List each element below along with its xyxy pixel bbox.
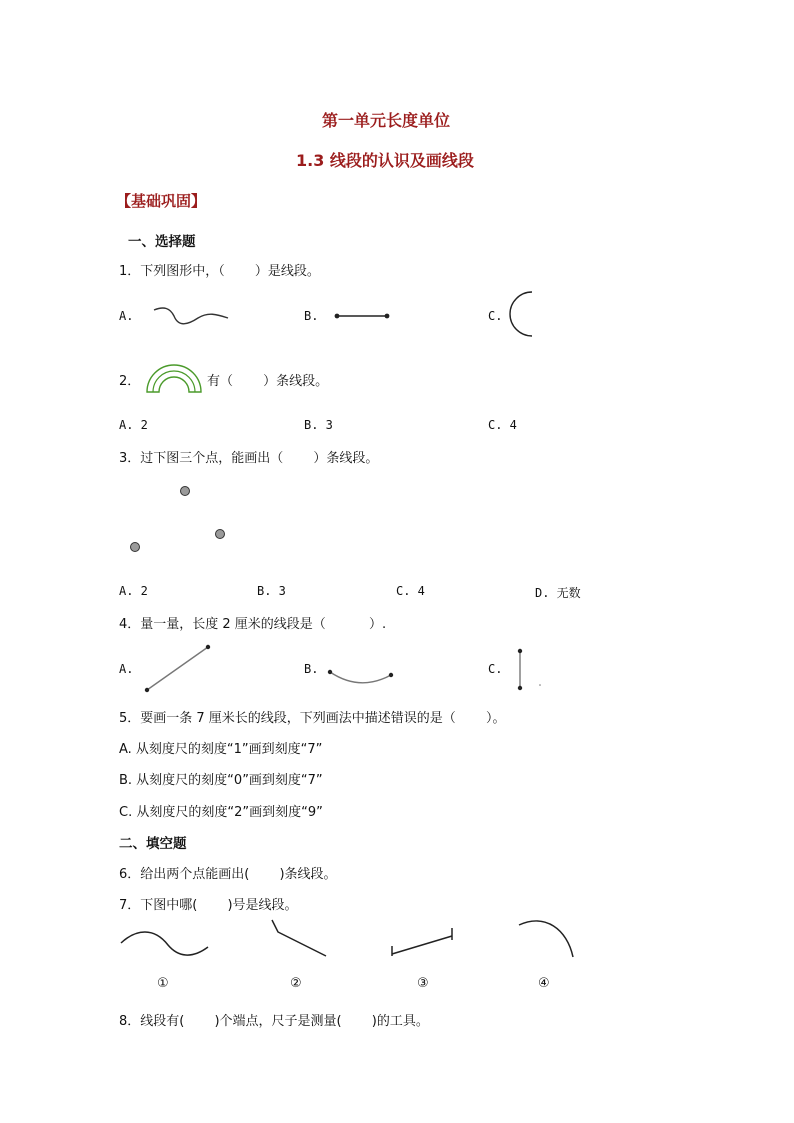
q2-label: 2．: [119, 374, 141, 389]
q1-figure-b-segment: [334, 310, 392, 322]
q7-figure-2-broken-line: [268, 916, 330, 960]
q3-text: 3．过下图三个点，能画出（ ）条线段。: [119, 451, 379, 466]
q3-option-a: A. 2: [119, 584, 148, 598]
q3-option-b: B. 3: [257, 584, 286, 598]
q3-three-points: [120, 478, 240, 558]
q2-text: 有（ ）条线段。: [207, 374, 329, 389]
q1-option-b: B.: [304, 309, 319, 323]
q3-option-c: C. 4: [396, 584, 425, 598]
q5-option-b: B. 从刻度尺的刻度“0”画到刻度“7”: [119, 773, 323, 788]
lesson-title: 1.3 线段的认识及画线段: [296, 151, 474, 170]
q7-label-3: ③: [417, 976, 429, 991]
q7-label-2: ②: [290, 976, 302, 991]
q8-text: 8．线段有( )个端点，尺子是测量( )的工具。: [119, 1014, 429, 1029]
q1-figure-a-curve: [150, 300, 232, 330]
q6-text: 6．给出两个点能画出( )条线段。: [119, 867, 337, 882]
q2-rainbow-figure: [145, 360, 203, 394]
part1-heading: 一、选择题: [128, 234, 196, 250]
q4-option-c: C.: [488, 662, 503, 676]
q4-option-b: B.: [304, 662, 319, 676]
q5-option-a: A. 从刻度尺的刻度“1”画到刻度“7”: [119, 742, 323, 757]
q4-option-a: A.: [119, 662, 134, 676]
q1-option-a: A.: [119, 309, 134, 323]
q1-option-c: C.: [488, 309, 503, 323]
part2-heading: 二、填空题: [119, 836, 187, 852]
q1-text: 1．下列图形中，（ ）是线段。: [119, 264, 320, 279]
q7-label-1: ①: [157, 976, 169, 991]
q5-text: 5．要画一条 7 厘米长的线段，下列画法中描述错误的是（ ）。: [119, 711, 506, 726]
q7-figure-4-arc: [515, 915, 579, 961]
q7-text: 7．下图中哪( )号是线段。: [119, 898, 298, 913]
q2-option-a: A. 2: [119, 418, 148, 432]
q5-option-c: C. 从刻度尺的刻度“2”画到刻度“9”: [119, 805, 323, 820]
q1-figure-c-arc: [510, 290, 536, 340]
section-tag: 【基础巩固】: [116, 192, 207, 210]
q4-figure-b-curve: [327, 668, 395, 688]
q4-text: 4．量一量，长度 2 厘米的线段是（ ）.: [119, 617, 387, 632]
q7-figure-3-bracketed-line: [388, 926, 460, 960]
q7-figure-1-curve: [118, 925, 212, 961]
q2-option-c: C. 4: [488, 418, 517, 432]
q3-option-d: D. 无数: [535, 586, 581, 600]
unit-title: 第一单元长度单位: [322, 111, 451, 130]
q4-figure-a-segment: [143, 644, 213, 694]
q2-option-b: B. 3: [304, 418, 333, 432]
q7-label-4: ④: [538, 976, 550, 991]
q4-figure-c-segment: [514, 648, 544, 692]
